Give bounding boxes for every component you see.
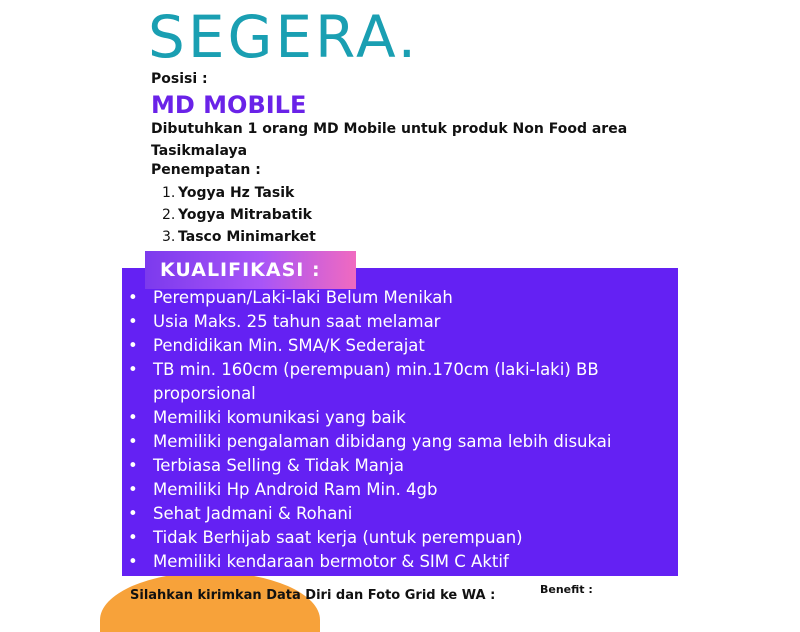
qualification-item: • Sehat Jadmani & Rohani [128,502,680,526]
qualification-item: • Usia Maks. 25 tahun saat melamar [128,310,680,334]
qualification-item: • Memiliki Hp Android Ram Min. 4gb [128,478,680,502]
qualification-item: • Memiliki pengalaman dibidang yang sama lebih disukai [128,430,680,454]
footer-contact-text: Silahkan kirimkan Data Diri dan Foto Grid ke WA : [130,588,496,603]
placement-item: 3. Tasco Minimarket [162,229,316,245]
job-description: Dibutuhkan 1 orang MD Mobile untuk produk Non Food area Tasikmalaya [151,121,628,159]
qualification-item: • Perempuan/Laki-laki Belum Menikah [128,286,680,310]
benefit-label: Benefit : [540,583,593,596]
position-label: Posisi : [151,71,208,87]
headline: SEGERA. [148,3,420,71]
qualification-item: • Memiliki kendaraan bermotor & SIM C Aktif [128,550,680,574]
placement-item: 1. Yogya Hz Tasik [162,185,295,201]
placement-label: Penempatan : [151,162,261,178]
qualification-item: • Memiliki komunikasi yang baik [128,406,680,430]
qualifications-list [128,286,680,574]
placement-item: 2. Yogya Mitrabatik [162,207,312,223]
placement-list [162,182,316,248]
qualification-item: • TB min. 160cm (perempuan) min.170cm (laki-laki) BB proporsional [128,358,680,406]
position-title: MD MOBILE [151,91,307,119]
qualifications-badge: KUALIFIKASI : [145,251,356,289]
qualification-item: • Tidak Berhijab saat kerja (untuk perempuan) [128,526,680,550]
qualification-item: • Terbiasa Selling & Tidak Manja [128,454,680,478]
qualification-item: • Pendidikan Min. SMA/K Sederajat [128,334,680,358]
